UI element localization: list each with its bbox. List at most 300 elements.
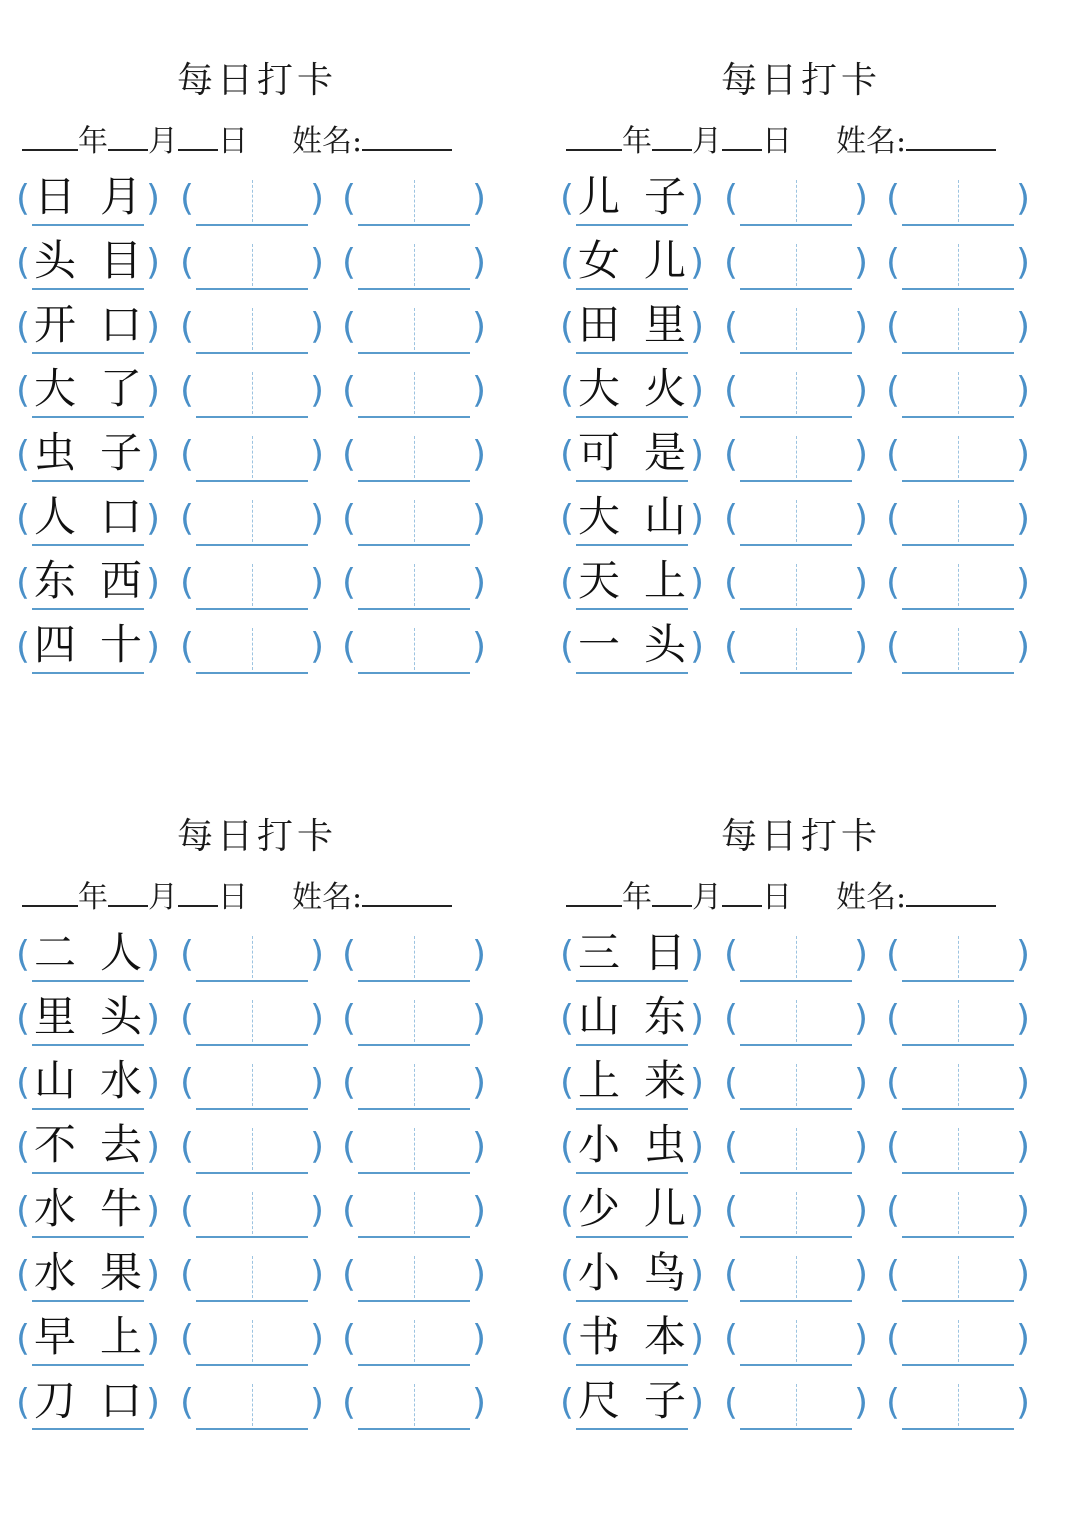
- practice-box[interactable]: [180, 368, 324, 418]
- right-paren: ): [471, 370, 486, 411]
- practice-box[interactable]: [886, 1060, 1030, 1110]
- character: 火: [643, 364, 686, 413]
- character: 上: [643, 556, 686, 605]
- practice-box[interactable]: [342, 368, 486, 418]
- word-row: [560, 170, 1036, 234]
- practice-box[interactable]: [180, 432, 324, 482]
- character: 牛: [99, 1184, 142, 1233]
- right-paren: ): [471, 306, 486, 347]
- practice-box[interactable]: [180, 932, 324, 982]
- left-paren: (: [180, 242, 195, 283]
- month-label: 月: [692, 880, 722, 915]
- practice-box[interactable]: [342, 624, 486, 674]
- word-row: [560, 362, 1036, 426]
- practice-box[interactable]: [180, 1252, 324, 1302]
- month-label: 月: [148, 880, 178, 915]
- practice-box[interactable]: [886, 304, 1030, 354]
- left-paren: (: [342, 1382, 357, 1423]
- character: 山: [33, 1056, 76, 1105]
- practice-box[interactable]: [724, 304, 868, 354]
- practice-box[interactable]: [724, 1188, 868, 1238]
- character: 虫: [33, 428, 76, 477]
- character: 天: [577, 556, 620, 605]
- left-paren: (: [16, 562, 31, 603]
- right-paren: ): [689, 1254, 704, 1295]
- left-paren: (: [342, 1062, 357, 1103]
- right-paren: ): [309, 1382, 324, 1423]
- right-paren: ): [145, 434, 160, 475]
- left-paren: (: [342, 1254, 357, 1295]
- month-blank[interactable]: [108, 881, 148, 907]
- character: 大: [577, 364, 620, 413]
- practice-box[interactable]: [180, 1188, 324, 1238]
- left-paren: (: [342, 498, 357, 539]
- practice-box[interactable]: [724, 240, 868, 290]
- example-word-box: [560, 928, 704, 982]
- practice-box[interactable]: [886, 240, 1030, 290]
- right-paren: ): [689, 998, 704, 1039]
- year-blank[interactable]: [566, 125, 622, 151]
- year-label: 年: [622, 124, 652, 159]
- right-paren: ): [471, 242, 486, 283]
- left-paren: (: [560, 1190, 575, 1231]
- character: 四: [33, 620, 76, 669]
- practice-box[interactable]: [180, 560, 324, 610]
- left-paren: (: [16, 1254, 31, 1295]
- left-paren: (: [180, 1254, 195, 1295]
- practice-box[interactable]: [886, 560, 1030, 610]
- left-paren: (: [180, 626, 195, 667]
- left-paren: (: [180, 370, 195, 411]
- word-row: [560, 1054, 1036, 1118]
- practice-box[interactable]: [180, 1060, 324, 1110]
- left-paren: (: [342, 998, 357, 1039]
- practice-box[interactable]: [180, 1380, 324, 1430]
- sheet-title: 每日打卡: [176, 816, 337, 857]
- word-row: [16, 298, 492, 362]
- right-paren: ): [1015, 434, 1030, 475]
- character: 本: [643, 1312, 686, 1361]
- month-blank[interactable]: [652, 125, 692, 151]
- example-word-box: [560, 364, 704, 418]
- example-word-box: [16, 556, 160, 610]
- right-paren: ): [1015, 1126, 1030, 1167]
- practice-box[interactable]: [886, 1252, 1030, 1302]
- right-paren: ): [145, 934, 160, 975]
- character: 目: [99, 236, 142, 285]
- character: 儿: [643, 236, 686, 285]
- practice-box[interactable]: [724, 368, 868, 418]
- right-paren: ): [689, 498, 704, 539]
- character: 子: [99, 428, 142, 477]
- practice-box[interactable]: [724, 1252, 868, 1302]
- right-paren: ): [1015, 498, 1030, 539]
- left-paren: (: [560, 1382, 575, 1423]
- character: 人: [99, 928, 142, 977]
- practice-box[interactable]: [724, 432, 868, 482]
- character: 果: [99, 1248, 142, 1297]
- word-row: [560, 1374, 1036, 1438]
- left-paren: (: [886, 1254, 901, 1295]
- character: 小: [577, 1120, 620, 1169]
- right-paren: ): [309, 1126, 324, 1167]
- example-word-box: [16, 492, 160, 546]
- left-paren: (: [180, 434, 195, 475]
- right-paren: ): [309, 242, 324, 283]
- practice-box[interactable]: [342, 932, 486, 982]
- right-paren: ): [309, 1318, 324, 1359]
- word-row: [560, 926, 1036, 990]
- character: 小: [577, 1248, 620, 1297]
- left-paren: (: [342, 178, 357, 219]
- left-paren: (: [560, 178, 575, 219]
- word-row: [560, 426, 1036, 490]
- example-word-box: [560, 300, 704, 354]
- practice-box[interactable]: [342, 176, 486, 226]
- left-paren: (: [16, 1062, 31, 1103]
- example-word-box: [16, 1248, 160, 1302]
- right-paren: ): [309, 626, 324, 667]
- left-paren: (: [342, 1126, 357, 1167]
- practice-box[interactable]: [180, 240, 324, 290]
- left-paren: (: [180, 1318, 195, 1359]
- example-word-box: [560, 1312, 704, 1366]
- word-row: [16, 554, 492, 618]
- practice-box[interactable]: [342, 996, 486, 1046]
- left-paren: (: [724, 626, 739, 667]
- character: 子: [643, 1376, 686, 1425]
- left-paren: (: [16, 626, 31, 667]
- example-word-box: [560, 1184, 704, 1238]
- date-name-line: [22, 872, 492, 922]
- practice-box[interactable]: [342, 496, 486, 546]
- word-row: [16, 490, 492, 554]
- practice-box[interactable]: [724, 996, 868, 1046]
- name-blank[interactable]: [906, 125, 996, 151]
- right-paren: ): [853, 1126, 868, 1167]
- name-blank[interactable]: [906, 881, 996, 907]
- practice-box[interactable]: [886, 1316, 1030, 1366]
- example-word-box: [16, 1120, 160, 1174]
- character: 一: [577, 620, 620, 669]
- right-paren: ): [471, 1318, 486, 1359]
- date-name-line: [22, 116, 492, 166]
- left-paren: (: [16, 306, 31, 347]
- date-name-line: [566, 116, 1036, 166]
- practice-box[interactable]: [342, 1380, 486, 1430]
- example-word-box: [560, 556, 704, 610]
- character: 刀: [33, 1376, 76, 1425]
- left-paren: (: [886, 1318, 901, 1359]
- day-blank[interactable]: [722, 881, 762, 907]
- practice-box[interactable]: [886, 996, 1030, 1046]
- practice-box[interactable]: [180, 1316, 324, 1366]
- day-blank[interactable]: [178, 881, 218, 907]
- right-paren: ): [309, 1190, 324, 1231]
- left-paren: (: [16, 1190, 31, 1231]
- right-paren: ): [853, 306, 868, 347]
- left-paren: (: [886, 626, 901, 667]
- practice-box[interactable]: [886, 1380, 1030, 1430]
- word-row: [16, 1374, 492, 1438]
- practice-box[interactable]: [886, 1124, 1030, 1174]
- character: 可: [577, 428, 620, 477]
- left-paren: (: [180, 1126, 195, 1167]
- right-paren: ): [853, 434, 868, 475]
- left-paren: (: [724, 498, 739, 539]
- word-row: [560, 554, 1036, 618]
- left-paren: (: [342, 934, 357, 975]
- word-row: [560, 298, 1036, 362]
- right-paren: ): [145, 178, 160, 219]
- right-paren: ): [145, 626, 160, 667]
- practice-box[interactable]: [342, 432, 486, 482]
- right-paren: ): [853, 1190, 868, 1231]
- word-rows: [16, 170, 492, 682]
- left-paren: (: [724, 1062, 739, 1103]
- left-paren: (: [342, 242, 357, 283]
- left-paren: (: [886, 178, 901, 219]
- year-blank[interactable]: [22, 125, 78, 151]
- left-paren: (: [342, 562, 357, 603]
- word-rows: [16, 926, 492, 1438]
- practice-box[interactable]: [180, 304, 324, 354]
- practice-box[interactable]: [724, 1380, 868, 1430]
- character: 里: [643, 300, 686, 349]
- right-paren: ): [145, 498, 160, 539]
- right-paren: ): [309, 370, 324, 411]
- character: 口: [99, 1376, 142, 1425]
- right-paren: ): [689, 1190, 704, 1231]
- character: 书: [577, 1312, 620, 1361]
- character: 东: [643, 992, 686, 1041]
- right-paren: ): [689, 626, 704, 667]
- right-paren: ): [145, 1190, 160, 1231]
- character: 里: [33, 992, 76, 1041]
- word-row: [560, 1182, 1036, 1246]
- practice-box[interactable]: [342, 560, 486, 610]
- practice-box[interactable]: [180, 1124, 324, 1174]
- practice-box[interactable]: [886, 368, 1030, 418]
- practice-box[interactable]: [180, 496, 324, 546]
- right-paren: ): [853, 562, 868, 603]
- character: 儿: [577, 172, 620, 221]
- left-paren: (: [560, 242, 575, 283]
- right-paren: ): [1015, 998, 1030, 1039]
- right-paren: ): [471, 178, 486, 219]
- right-paren: ): [471, 1190, 486, 1231]
- right-paren: ): [471, 934, 486, 975]
- character: 口: [99, 300, 142, 349]
- character: 女: [577, 236, 620, 285]
- character: 田: [577, 300, 620, 349]
- left-paren: (: [560, 434, 575, 475]
- example-word-box: [16, 1056, 160, 1110]
- character: 不: [33, 1120, 76, 1169]
- word-row: [560, 234, 1036, 298]
- name-blank[interactable]: [362, 125, 452, 151]
- right-paren: ): [1015, 934, 1030, 975]
- year-blank[interactable]: [566, 881, 622, 907]
- practice-box[interactable]: [724, 1316, 868, 1366]
- character: 头: [99, 992, 142, 1041]
- example-word-box: [560, 1056, 704, 1110]
- word-row: [16, 362, 492, 426]
- left-paren: (: [560, 370, 575, 411]
- practice-box[interactable]: [724, 1060, 868, 1110]
- practice-box[interactable]: [724, 496, 868, 546]
- left-paren: (: [16, 1382, 31, 1423]
- practice-box[interactable]: [886, 1188, 1030, 1238]
- left-paren: (: [342, 626, 357, 667]
- word-row: [16, 170, 492, 234]
- practice-box[interactable]: [342, 1060, 486, 1110]
- character: 虫: [643, 1120, 686, 1169]
- right-paren: ): [1015, 626, 1030, 667]
- left-paren: (: [16, 1126, 31, 1167]
- right-paren: ): [1015, 1190, 1030, 1231]
- practice-box[interactable]: [342, 304, 486, 354]
- right-paren: ): [1015, 1062, 1030, 1103]
- year-blank[interactable]: [22, 881, 78, 907]
- left-paren: (: [560, 306, 575, 347]
- left-paren: (: [342, 434, 357, 475]
- right-paren: ): [145, 1126, 160, 1167]
- practice-box[interactable]: [724, 176, 868, 226]
- right-paren: ): [145, 1254, 160, 1295]
- left-paren: (: [560, 626, 575, 667]
- left-paren: (: [886, 1062, 901, 1103]
- practice-box[interactable]: [724, 624, 868, 674]
- word-rows: [560, 170, 1036, 682]
- left-paren: (: [560, 998, 575, 1039]
- day-blank[interactable]: [722, 125, 762, 151]
- left-paren: (: [724, 178, 739, 219]
- right-paren: ): [689, 1062, 704, 1103]
- practice-box[interactable]: [342, 1252, 486, 1302]
- character: 十: [99, 620, 142, 669]
- character: 山: [577, 992, 620, 1041]
- word-row: [560, 490, 1036, 554]
- left-paren: (: [886, 498, 901, 539]
- example-word-box: [560, 992, 704, 1046]
- checkin-sheet: [16, 808, 492, 1488]
- left-paren: (: [886, 370, 901, 411]
- right-paren: ): [853, 1254, 868, 1295]
- character: 二: [33, 928, 76, 977]
- practice-box[interactable]: [342, 1188, 486, 1238]
- left-paren: (: [886, 1190, 901, 1231]
- example-word-box: [560, 620, 704, 674]
- month-blank[interactable]: [652, 881, 692, 907]
- practice-box[interactable]: [342, 1124, 486, 1174]
- practice-box[interactable]: [724, 560, 868, 610]
- practice-box[interactable]: [180, 996, 324, 1046]
- left-paren: (: [16, 434, 31, 475]
- left-paren: (: [16, 934, 31, 975]
- example-word-box: [560, 1376, 704, 1430]
- left-paren: (: [180, 306, 195, 347]
- right-paren: ): [145, 242, 160, 283]
- right-paren: ): [689, 934, 704, 975]
- left-paren: (: [16, 242, 31, 283]
- right-paren: ): [689, 306, 704, 347]
- word-row: [16, 1182, 492, 1246]
- left-paren: (: [560, 498, 575, 539]
- character: 儿: [643, 1184, 686, 1233]
- character: 水: [99, 1056, 142, 1105]
- word-row: [16, 1246, 492, 1310]
- practice-box[interactable]: [724, 1124, 868, 1174]
- example-word-box: [16, 364, 160, 418]
- character: 去: [99, 1120, 142, 1169]
- character: 来: [643, 1056, 686, 1105]
- practice-box[interactable]: [886, 932, 1030, 982]
- month-blank[interactable]: [108, 125, 148, 151]
- left-paren: (: [724, 562, 739, 603]
- right-paren: ): [309, 1062, 324, 1103]
- right-paren: ): [309, 178, 324, 219]
- character: 山: [643, 492, 686, 541]
- left-paren: (: [886, 934, 901, 975]
- right-paren: ): [853, 998, 868, 1039]
- practice-box[interactable]: [886, 176, 1030, 226]
- example-word-box: [16, 428, 160, 482]
- word-row: [16, 1118, 492, 1182]
- practice-box[interactable]: [180, 176, 324, 226]
- left-paren: (: [886, 562, 901, 603]
- right-paren: ): [309, 434, 324, 475]
- practice-box[interactable]: [342, 1316, 486, 1366]
- left-paren: (: [16, 370, 31, 411]
- right-paren: ): [853, 498, 868, 539]
- right-paren: ): [853, 370, 868, 411]
- character: 头: [33, 236, 76, 285]
- month-label: 月: [148, 124, 178, 159]
- left-paren: (: [560, 1318, 575, 1359]
- left-paren: (: [16, 998, 31, 1039]
- day-blank[interactable]: [178, 125, 218, 151]
- practice-box[interactable]: [180, 624, 324, 674]
- practice-box[interactable]: [342, 240, 486, 290]
- left-paren: (: [560, 562, 575, 603]
- left-paren: (: [180, 934, 195, 975]
- left-paren: (: [342, 1318, 357, 1359]
- right-paren: ): [689, 1126, 704, 1167]
- left-paren: (: [16, 1318, 31, 1359]
- practice-box[interactable]: [886, 624, 1030, 674]
- checkin-sheet: [560, 52, 1036, 732]
- character: 开: [33, 300, 76, 349]
- example-word-box: [16, 1312, 160, 1366]
- right-paren: ): [853, 178, 868, 219]
- practice-box[interactable]: [886, 432, 1030, 482]
- character: 是: [643, 428, 686, 477]
- practice-box[interactable]: [886, 496, 1030, 546]
- right-paren: ): [309, 934, 324, 975]
- sheet-title: 每日打卡: [176, 60, 337, 101]
- right-paren: ): [689, 434, 704, 475]
- character: 西: [99, 556, 142, 605]
- word-row: [16, 1310, 492, 1374]
- right-paren: ): [853, 1062, 868, 1103]
- right-paren: ): [1015, 178, 1030, 219]
- name-blank[interactable]: [362, 881, 452, 907]
- right-paren: ): [309, 562, 324, 603]
- example-word-box: [16, 236, 160, 290]
- practice-box[interactable]: [724, 932, 868, 982]
- right-paren: ): [145, 306, 160, 347]
